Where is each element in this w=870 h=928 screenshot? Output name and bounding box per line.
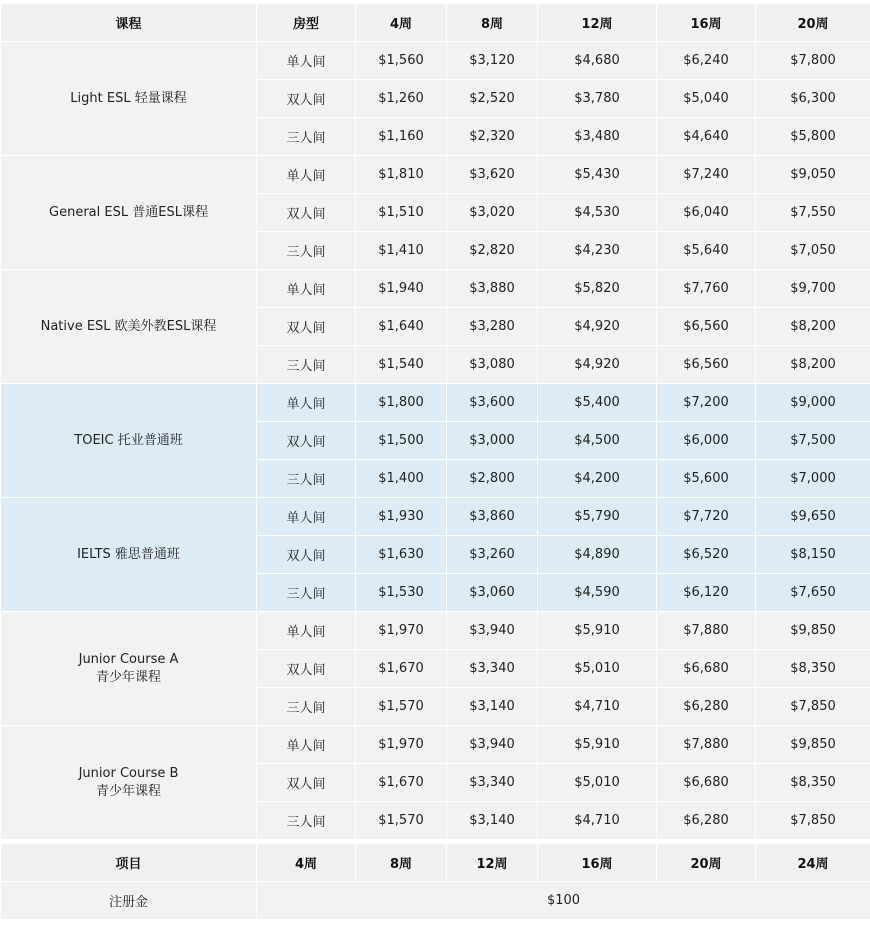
price-cell: $1,570 bbox=[356, 802, 447, 840]
price-cell: $5,800 bbox=[756, 118, 870, 156]
price-cell: $3,940 bbox=[447, 726, 538, 764]
price-cell: $1,540 bbox=[356, 346, 447, 384]
price-cell: $5,600 bbox=[657, 460, 756, 498]
price-cell: $6,240 bbox=[657, 42, 756, 80]
price-cell: $7,050 bbox=[756, 232, 870, 270]
price-cell: $4,890 bbox=[538, 536, 657, 574]
price-cell: $9,050 bbox=[756, 156, 870, 194]
price-cell: $6,680 bbox=[657, 764, 756, 802]
price-cell: $6,560 bbox=[657, 346, 756, 384]
course-name-line: TOEIC 托业普通班 bbox=[74, 432, 183, 448]
header-12-weeks: 12周 bbox=[538, 4, 657, 42]
price-cell: $7,650 bbox=[756, 574, 870, 612]
price-cell: $1,260 bbox=[356, 80, 447, 118]
price-cell: $5,820 bbox=[538, 270, 657, 308]
course-name-line: Junior Course B bbox=[78, 765, 179, 781]
price-cell: $9,850 bbox=[756, 612, 870, 650]
price-cell: $5,790 bbox=[538, 498, 657, 536]
fee-header-20-weeks: 20周 bbox=[657, 844, 756, 882]
course-name-line: IELTS 雅思普通班 bbox=[77, 546, 180, 562]
room-type-cell: 双人间 bbox=[257, 422, 356, 460]
fee-label: 注册金 bbox=[1, 882, 257, 920]
course-name-line: General ESL 普通ESL课程 bbox=[49, 204, 208, 220]
price-cell: $5,640 bbox=[657, 232, 756, 270]
header-20-weeks: 20周 bbox=[756, 4, 870, 42]
course-name-cell bbox=[1, 498, 257, 612]
table-row bbox=[1, 726, 870, 764]
room-type-cell: 单人间 bbox=[257, 156, 356, 194]
course-rows bbox=[1, 42, 870, 840]
price-cell: $7,850 bbox=[756, 802, 870, 840]
price-cell: $3,880 bbox=[447, 270, 538, 308]
fee-header-16-weeks: 16周 bbox=[538, 844, 657, 882]
room-type-cell: 双人间 bbox=[257, 536, 356, 574]
price-cell: $6,120 bbox=[657, 574, 756, 612]
course-name-line: 青少年课程 bbox=[95, 669, 161, 685]
course-name-line: 青少年课程 bbox=[95, 783, 161, 799]
price-cell: $5,910 bbox=[538, 612, 657, 650]
price-cell: $7,200 bbox=[657, 384, 756, 422]
price-cell: $4,920 bbox=[538, 346, 657, 384]
price-cell: $3,020 bbox=[447, 194, 538, 232]
course-name-cell bbox=[1, 156, 257, 270]
price-cell: $3,140 bbox=[447, 802, 538, 840]
price-cell: $1,670 bbox=[356, 650, 447, 688]
room-type-cell: 单人间 bbox=[257, 384, 356, 422]
room-type-cell: 单人间 bbox=[257, 726, 356, 764]
price-cell: $5,010 bbox=[538, 650, 657, 688]
price-cell: $7,880 bbox=[657, 726, 756, 764]
fee-header-row bbox=[1, 844, 870, 882]
table-row bbox=[1, 42, 870, 80]
price-cell: $5,430 bbox=[538, 156, 657, 194]
room-type-cell: 三人间 bbox=[257, 802, 356, 840]
price-cell: $2,320 bbox=[447, 118, 538, 156]
price-cell: $7,550 bbox=[756, 194, 870, 232]
tuition-price-table bbox=[0, 3, 870, 840]
course-name-cell bbox=[1, 270, 257, 384]
header-16-weeks: 16周 bbox=[657, 4, 756, 42]
room-type-cell: 三人间 bbox=[257, 346, 356, 384]
price-cell: $4,200 bbox=[538, 460, 657, 498]
price-cell: $1,670 bbox=[356, 764, 447, 802]
course-name-cell bbox=[1, 384, 257, 498]
price-cell: $3,620 bbox=[447, 156, 538, 194]
price-cell: $1,410 bbox=[356, 232, 447, 270]
price-cell: $7,760 bbox=[657, 270, 756, 308]
price-cell: $9,000 bbox=[756, 384, 870, 422]
price-cell: $7,000 bbox=[756, 460, 870, 498]
price-cell: $1,500 bbox=[356, 422, 447, 460]
table-row bbox=[1, 156, 870, 194]
price-cell: $1,530 bbox=[356, 574, 447, 612]
table-row bbox=[1, 384, 870, 422]
header-4-weeks: 4周 bbox=[356, 4, 447, 42]
price-cell: $1,160 bbox=[356, 118, 447, 156]
price-cell: $7,500 bbox=[756, 422, 870, 460]
price-cell: $8,350 bbox=[756, 650, 870, 688]
price-cell: $4,530 bbox=[538, 194, 657, 232]
price-cell: $2,520 bbox=[447, 80, 538, 118]
price-cell: $7,880 bbox=[657, 612, 756, 650]
price-cell: $2,800 bbox=[447, 460, 538, 498]
price-cell: $3,280 bbox=[447, 308, 538, 346]
price-cell: $1,510 bbox=[356, 194, 447, 232]
fee-value: $100 bbox=[257, 882, 870, 920]
price-cell: $1,570 bbox=[356, 688, 447, 726]
price-cell: $5,910 bbox=[538, 726, 657, 764]
price-cell: $3,780 bbox=[538, 80, 657, 118]
price-cell: $3,340 bbox=[447, 650, 538, 688]
table-row bbox=[1, 498, 870, 536]
price-cell: $8,150 bbox=[756, 536, 870, 574]
table-row bbox=[1, 270, 870, 308]
course-name-cell bbox=[1, 42, 257, 156]
room-type-cell: 单人间 bbox=[257, 612, 356, 650]
price-cell: $3,480 bbox=[538, 118, 657, 156]
room-type-cell: 三人间 bbox=[257, 460, 356, 498]
table-header-row bbox=[1, 4, 870, 42]
header-8-weeks: 8周 bbox=[447, 4, 538, 42]
price-cell: $4,920 bbox=[538, 308, 657, 346]
registration-fee-table bbox=[0, 843, 870, 920]
fee-header-item: 项目 bbox=[1, 844, 257, 882]
price-cell: $8,200 bbox=[756, 308, 870, 346]
course-name-line: Native ESL 欧美外教ESL课程 bbox=[40, 318, 217, 334]
price-cell: $3,340 bbox=[447, 764, 538, 802]
room-type-cell: 双人间 bbox=[257, 194, 356, 232]
course-name-cell bbox=[1, 612, 257, 726]
price-cell: $3,860 bbox=[447, 498, 538, 536]
price-cell: $6,560 bbox=[657, 308, 756, 346]
fee-row bbox=[1, 882, 870, 920]
price-cell: $3,940 bbox=[447, 612, 538, 650]
header-course: 课程 bbox=[1, 4, 257, 42]
table-row bbox=[1, 612, 870, 650]
price-cell: $1,800 bbox=[356, 384, 447, 422]
price-cell: $1,930 bbox=[356, 498, 447, 536]
price-cell: $6,000 bbox=[657, 422, 756, 460]
fee-header-24-weeks: 24周 bbox=[756, 844, 870, 882]
room-type-cell: 单人间 bbox=[257, 498, 356, 536]
price-cell: $1,400 bbox=[356, 460, 447, 498]
price-cell: $5,010 bbox=[538, 764, 657, 802]
price-cell: $7,850 bbox=[756, 688, 870, 726]
header-room-type: 房型 bbox=[257, 4, 356, 42]
price-cell: $8,350 bbox=[756, 764, 870, 802]
price-cell: $3,600 bbox=[447, 384, 538, 422]
price-cell: $4,710 bbox=[538, 688, 657, 726]
price-cell: $5,040 bbox=[657, 80, 756, 118]
price-cell: $4,680 bbox=[538, 42, 657, 80]
price-cell: $1,640 bbox=[356, 308, 447, 346]
fee-header-12-weeks: 12周 bbox=[447, 844, 538, 882]
room-type-cell: 双人间 bbox=[257, 308, 356, 346]
room-type-cell: 双人间 bbox=[257, 764, 356, 802]
room-type-cell: 单人间 bbox=[257, 270, 356, 308]
price-cell: $7,800 bbox=[756, 42, 870, 80]
course-name-line: Junior Course A bbox=[78, 651, 179, 667]
price-cell: $9,650 bbox=[756, 498, 870, 536]
price-cell: $3,140 bbox=[447, 688, 538, 726]
price-cell: $4,230 bbox=[538, 232, 657, 270]
price-cell: $1,970 bbox=[356, 612, 447, 650]
price-cell: $6,280 bbox=[657, 802, 756, 840]
price-cell: $6,680 bbox=[657, 650, 756, 688]
price-cell: $8,200 bbox=[756, 346, 870, 384]
price-cell: $4,500 bbox=[538, 422, 657, 460]
price-cell: $2,820 bbox=[447, 232, 538, 270]
price-cell: $6,040 bbox=[657, 194, 756, 232]
course-name-cell bbox=[1, 726, 257, 840]
price-cell: $4,590 bbox=[538, 574, 657, 612]
room-type-cell: 单人间 bbox=[257, 42, 356, 80]
room-type-cell: 三人间 bbox=[257, 574, 356, 612]
price-cell: $1,810 bbox=[356, 156, 447, 194]
room-type-cell: 双人间 bbox=[257, 80, 356, 118]
price-cell: $7,240 bbox=[657, 156, 756, 194]
room-type-cell: 三人间 bbox=[257, 688, 356, 726]
fee-header-8-weeks: 8周 bbox=[356, 844, 447, 882]
price-cell: $5,400 bbox=[538, 384, 657, 422]
price-cell: $6,280 bbox=[657, 688, 756, 726]
price-cell: $3,060 bbox=[447, 574, 538, 612]
room-type-cell: 三人间 bbox=[257, 232, 356, 270]
price-cell: $9,700 bbox=[756, 270, 870, 308]
room-type-cell: 三人间 bbox=[257, 118, 356, 156]
room-type-cell: 双人间 bbox=[257, 650, 356, 688]
price-cell: $4,710 bbox=[538, 802, 657, 840]
price-cell: $7,720 bbox=[657, 498, 756, 536]
price-cell: $3,080 bbox=[447, 346, 538, 384]
price-cell: $3,000 bbox=[447, 422, 538, 460]
price-cell: $6,300 bbox=[756, 80, 870, 118]
price-cell: $3,260 bbox=[447, 536, 538, 574]
course-name-line: Light ESL 轻量课程 bbox=[70, 90, 187, 106]
price-cell: $6,520 bbox=[657, 536, 756, 574]
price-cell: $1,630 bbox=[356, 536, 447, 574]
fee-header-4-weeks: 4周 bbox=[257, 844, 356, 882]
price-cell: $1,560 bbox=[356, 42, 447, 80]
price-cell: $9,850 bbox=[756, 726, 870, 764]
price-cell: $4,640 bbox=[657, 118, 756, 156]
price-cell: $1,970 bbox=[356, 726, 447, 764]
price-cell: $1,940 bbox=[356, 270, 447, 308]
price-cell: $3,120 bbox=[447, 42, 538, 80]
